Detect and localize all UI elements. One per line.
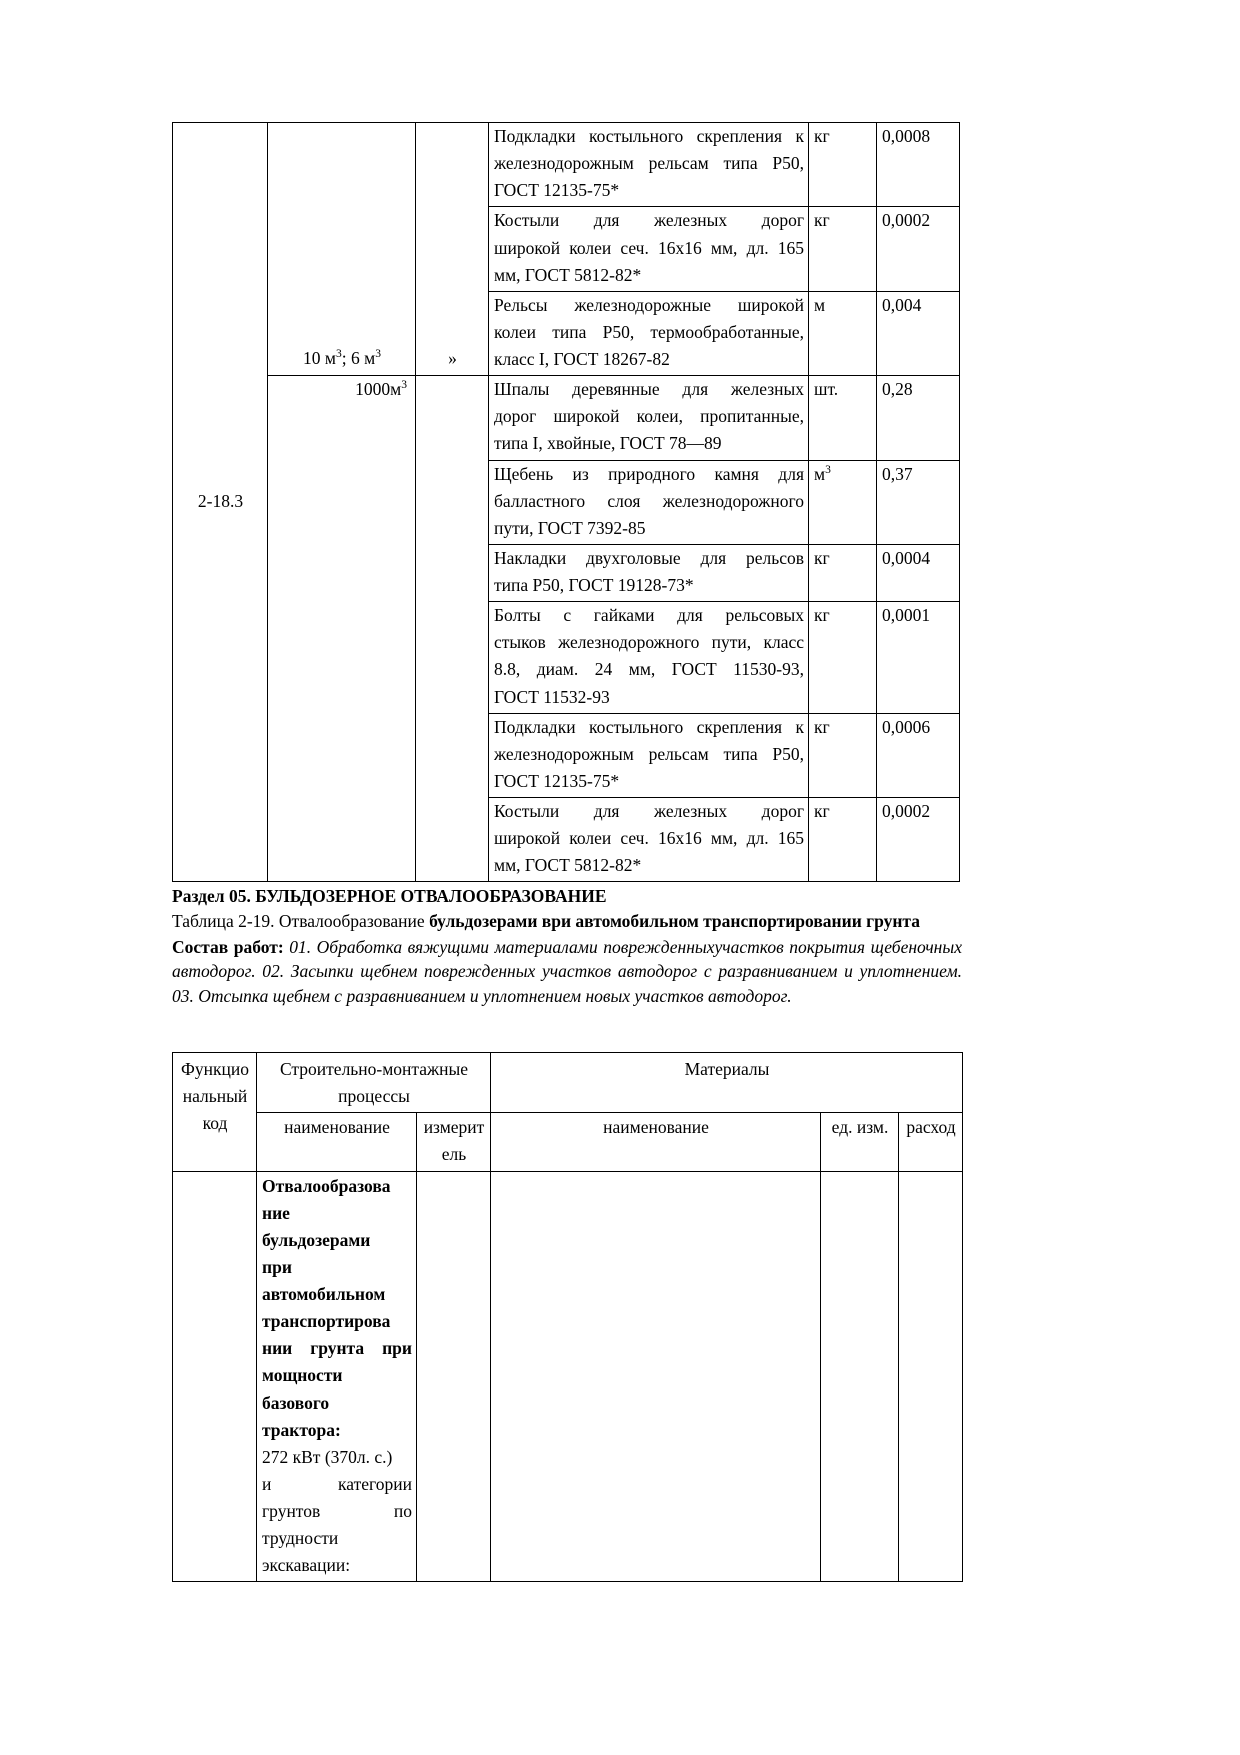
table-row <box>173 1171 963 1582</box>
work-composition-paragraph <box>172 935 962 1007</box>
measure-b-sup: 3 <box>375 348 381 361</box>
unit-cell <box>809 376 877 460</box>
header-line: нальный <box>182 1086 248 1107</box>
unit-cell <box>809 207 877 291</box>
consumption-value: 0,0002 <box>882 210 931 231</box>
process-name-cell <box>257 1171 417 1582</box>
material-line: стыков железнодорожного пути, класс <box>494 632 804 653</box>
measure-2-sup: 3 <box>401 379 407 392</box>
work-composition-label: Состав работ: <box>172 937 284 958</box>
material-line: широкой колеи сеч. 16х16 мм, дл. 165 <box>494 237 804 258</box>
process-line: грунтов по <box>262 1501 412 1521</box>
material-line: Шпалы деревянные для железных <box>494 379 804 400</box>
header-construction-processes <box>257 1053 491 1113</box>
subheader-label: ед. изм. <box>831 1117 889 1138</box>
material-name-cell <box>489 291 809 375</box>
unit-cell <box>809 602 877 714</box>
measure-a: 10 м <box>303 348 336 368</box>
measure-cell-1 <box>268 123 416 376</box>
process-line: экскавации: <box>262 1555 351 1576</box>
subheader-label: измерит <box>423 1117 485 1138</box>
material-line: балластного слоя железнодорожного <box>494 490 804 511</box>
material-line: Болты с гайками для рельсовых <box>494 605 804 626</box>
unit-value: м <box>814 294 826 315</box>
functional-code-value: 2-18.3 <box>197 490 244 511</box>
consumption-value: 0,0008 <box>882 126 931 146</box>
table-caption-bold: бульдозерами ври автомобильном транспортировании грунта <box>429 911 920 932</box>
unit-cell <box>809 291 877 375</box>
header-line: Материалы <box>684 1059 770 1079</box>
process-line: 272 кВт (370л. с.) <box>262 1446 393 1467</box>
material-line: пути, ГОСТ 7392-85 <box>494 517 646 538</box>
material-name-cell <box>489 123 809 207</box>
material-name-cell <box>489 798 809 882</box>
functional-code-cell <box>173 123 268 882</box>
material-name-cell <box>489 376 809 460</box>
process-mark-cell <box>416 123 489 376</box>
consumption-cell <box>877 544 960 601</box>
material-line: железнодорожным рельсам типа Р50, <box>494 743 804 764</box>
material-line: Накладки двухголовые для рельсов <box>494 547 804 568</box>
material-line: ГОСТ 12135-75* <box>494 180 620 201</box>
process-line: транспортирова <box>262 1311 391 1332</box>
unit-value: кг <box>814 547 830 568</box>
process-line: трактора: <box>262 1419 341 1440</box>
consumption-cell <box>877 602 960 714</box>
table-header-row <box>173 1053 963 1113</box>
header-materials <box>491 1053 963 1113</box>
bulldozer-dump-formation-table <box>172 1052 963 1582</box>
measure-a-sup: 3 <box>335 348 342 361</box>
subheader-material-name <box>491 1113 821 1171</box>
consumption-value: 0,0004 <box>882 547 931 568</box>
process-line: при <box>262 1256 292 1277</box>
material-name-cell <box>489 713 809 797</box>
section-title: Раздел 05. БУЛЬДОЗЕРНОЕ ОТВАЛООБРАЗОВАНИЕ <box>172 886 607 906</box>
material-line: типа Р50, ГОСТ 19128-73* <box>494 575 694 595</box>
work-composition-text: 01. Обработка вяжущими материалами поврежденныхучастков покрытия щебеночных автодорог. 02. Засыпки щебнем поврежденных участков автодорог с разравниванием и уплотнением. 03. Отсыпка щебнем с разравниванием и уплотнением новых участков автодорог. <box>172 937 962 1006</box>
subheader-label: расход <box>906 1117 956 1138</box>
material-line: Подкладки костыльного скрепления к <box>494 716 804 737</box>
consumption-cell <box>877 376 960 460</box>
material-line: мм, ГОСТ 5812-82* <box>494 855 642 876</box>
unit-value: шт. <box>814 379 839 400</box>
process-line: автомобильном <box>262 1284 386 1304</box>
process-line: Отвалообразова <box>262 1175 391 1196</box>
material-line: широкой колеи сеч. 16х16 мм, дл. 165 <box>494 828 804 849</box>
material-name-cell <box>489 207 809 291</box>
process-line: мощности <box>262 1365 343 1386</box>
header-functional-code <box>173 1053 257 1172</box>
material-name-cell <box>489 460 809 544</box>
material-line: 8.8, диам. 24 мм, ГОСТ 11530-93, <box>494 659 804 680</box>
material-line: класс I, ГОСТ 18267-82 <box>494 349 670 369</box>
consumption-value: 0,004 <box>882 294 922 315</box>
subheader-label: наименование <box>603 1117 709 1138</box>
unit-value: кг <box>814 716 830 737</box>
process-line: ние <box>262 1202 290 1223</box>
consumption-cell <box>899 1171 963 1582</box>
unit-cell <box>809 798 877 882</box>
process-line: бульдозерами <box>262 1229 371 1250</box>
unit-cell <box>809 123 877 207</box>
material-line: Подкладки костыльного скрепления к <box>494 126 804 146</box>
header-line: процессы <box>338 1086 410 1107</box>
subheader-process-name <box>257 1113 417 1171</box>
unit-cell <box>809 544 877 601</box>
unit-cell <box>809 460 877 544</box>
material-line: дорог широкой колеи, пропитанные, <box>494 406 804 427</box>
consumption-value: 0,37 <box>882 463 913 484</box>
table-row <box>173 376 960 460</box>
material-name-cell <box>489 544 809 601</box>
functional-code-cell <box>173 1171 257 1582</box>
material-line: Щебень из природного камня для <box>494 463 804 484</box>
consumption-cell <box>877 123 960 207</box>
unit-value: м <box>814 463 826 484</box>
material-line: ГОСТ 12135-75* <box>494 770 620 791</box>
unit-value: кг <box>814 801 830 821</box>
process-measure-cell <box>417 1171 491 1582</box>
table-subheader-row <box>173 1113 963 1171</box>
measure-b: 6 м <box>351 348 376 368</box>
process-line: трудности <box>262 1528 339 1549</box>
material-name-cell <box>489 602 809 714</box>
table-row <box>173 123 960 207</box>
subheader-unit <box>821 1113 899 1171</box>
unit-sup: 3 <box>825 463 831 476</box>
materials-continuation-table <box>172 122 960 882</box>
header-line: код <box>202 1113 228 1134</box>
unit-cell <box>821 1171 899 1582</box>
material-line: мм, ГОСТ 5812-82* <box>494 264 642 285</box>
consumption-cell <box>877 460 960 544</box>
material-line: железнодорожным рельсам типа Р50, <box>494 153 804 174</box>
subheader-label: ель <box>441 1144 467 1165</box>
consumption-cell <box>877 798 960 882</box>
consumption-cell <box>877 207 960 291</box>
unit-cell <box>809 713 877 797</box>
consumption-value: 0,28 <box>882 379 913 400</box>
material-line: Костыли для железных дорог <box>494 210 804 231</box>
process-line: нии грунта при <box>262 1338 412 1359</box>
material-line: типа I, хвойные, ГОСТ 78—89 <box>494 433 722 454</box>
consumption-cell <box>877 713 960 797</box>
section-headings-block <box>172 884 962 1008</box>
process-line: базового <box>262 1392 330 1413</box>
material-line: Рельсы железнодорожные широкой <box>494 294 804 315</box>
header-line: Функцио <box>181 1059 249 1079</box>
process-mark: » <box>448 348 457 368</box>
header-line: Строительно-монтажные <box>279 1059 469 1079</box>
consumption-value: 0,0006 <box>882 716 931 737</box>
consumption-cell <box>877 291 960 375</box>
unit-value: кг <box>814 126 830 146</box>
process-line: и категории <box>262 1473 412 1494</box>
subheader-process-measure <box>417 1113 491 1171</box>
material-name-cell <box>491 1171 821 1582</box>
measure-sep: ; <box>341 348 351 368</box>
consumption-value: 0,0001 <box>882 605 931 626</box>
process-mark-cell-empty <box>416 376 489 882</box>
unit-value: кг <box>814 210 830 231</box>
measure-cell-2 <box>268 376 416 882</box>
subheader-label: наименование <box>284 1117 390 1138</box>
unit-value: кг <box>814 605 830 626</box>
subheader-consumption <box>899 1113 963 1171</box>
measure-2-value: 1000м <box>355 379 402 400</box>
material-line: колеи типа Р50, термообработанные, <box>494 321 804 342</box>
material-line: ГОСТ 11532-93 <box>494 686 610 707</box>
table-caption-plain: Таблица 2-19. Отвалообразование <box>172 911 430 932</box>
consumption-value: 0,0002 <box>882 801 931 821</box>
material-line: Костыли для железных дорог <box>494 801 804 821</box>
table-caption <box>172 909 962 933</box>
